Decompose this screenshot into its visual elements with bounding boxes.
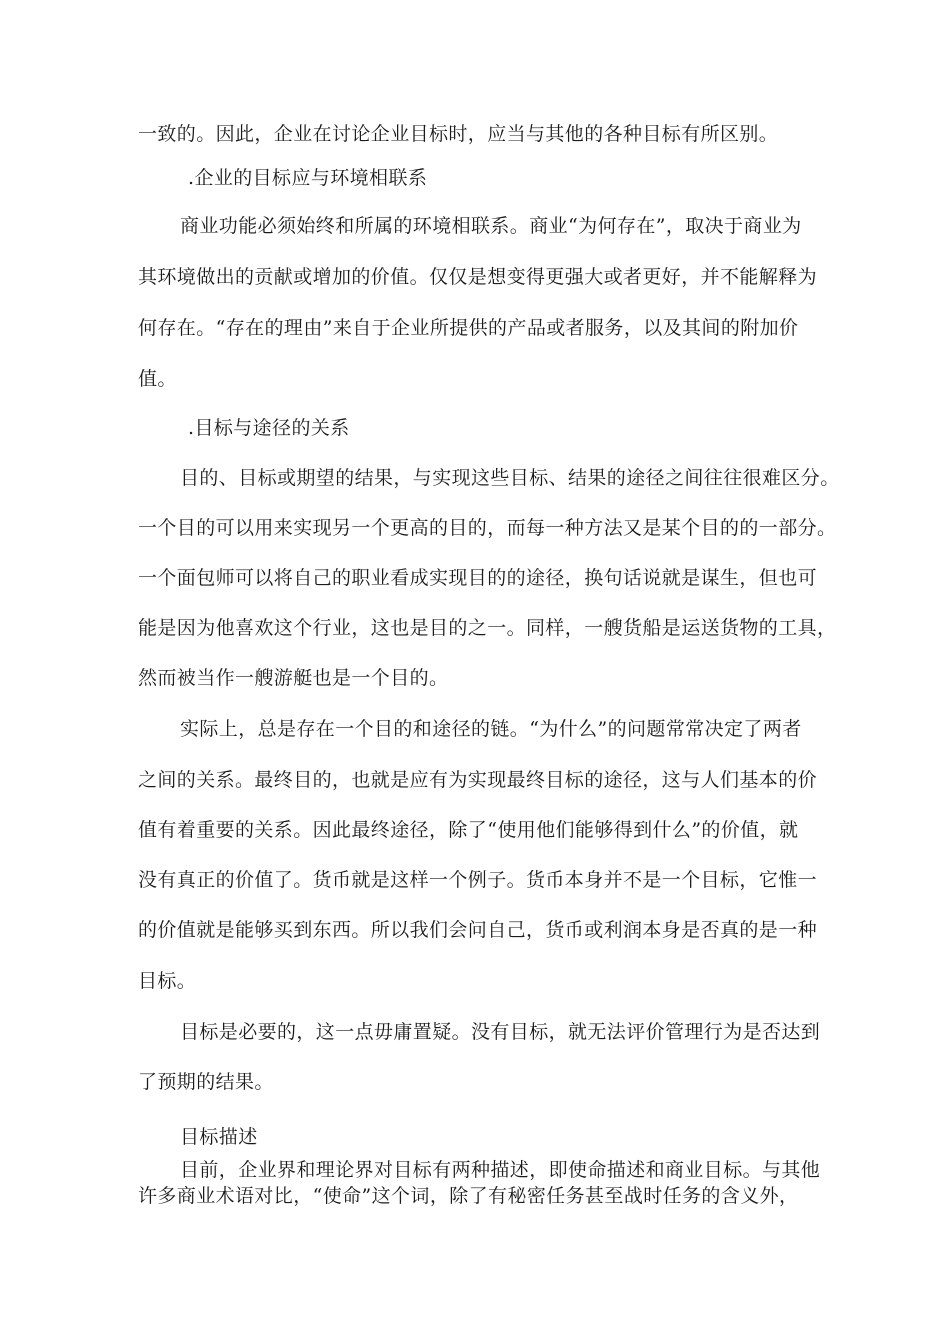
paragraph-line: 一个面包师可以将自己的职业看成实现目的的途径，换句话说就是谋生，但也可: [138, 567, 818, 589]
section-heading: .目标与途径的关系: [188, 417, 350, 439]
paragraph-line: 了预期的结果。: [138, 1071, 274, 1093]
paragraph-line: 一致的。因此，企业在讨论企业目标时，应当与其他的各种目标有所区别。: [138, 123, 779, 145]
paragraph-line: 值有着重要的关系。因此最终途径，除了“使用他们能够得到什么”的价值，就: [138, 819, 799, 841]
paragraph-line: 目的、目标或期望的结果，与实现这些目标、结果的途径之间往往很难区分。: [180, 467, 840, 489]
paragraph-line: 许多商业术语对比，“使命”这个词，除了有秘密任务甚至战时任务的含义外，: [138, 1185, 799, 1207]
paragraph-line: 目标。: [138, 970, 197, 992]
paragraph-line: 商业功能必须始终和所属的环境相联系。商业“为何存在”，取决于商业为: [180, 215, 802, 237]
paragraph-line: 实际上，总是存在一个目的和途径的链。“为什么”的问题常常决定了两者: [180, 718, 802, 740]
paragraph-line: 其环境做出的贡献或增加的价值。仅仅是想变得更强大或者更好，并不能解释为: [138, 266, 818, 288]
section-heading: .企业的目标应与环境相联系: [188, 167, 428, 189]
paragraph-line: 目标是必要的，这一点毋庸置疑。没有目标，就无法评价管理行为是否达到: [180, 1021, 821, 1043]
paragraph-line: 之间的关系。最终目的，也就是应有为实现最终目标的途径，这与人们基本的价: [138, 769, 818, 791]
paragraph-line: 何存在。“存在的理由”来自于企业所提供的产品或者服务，以及其间的附加价: [138, 317, 799, 339]
paragraph-line: 能是因为他喜欢这个行业，这也是目的之一。同样，一艘货船是运送货物的工具，: [138, 617, 837, 639]
paragraph-line: 目前，企业界和理论界对目标有两种描述，即使命描述和商业目标。与其他: [180, 1159, 821, 1181]
paragraph-line: 的价值就是能够买到东西。所以我们会问自己，货币或利润本身是否真的是一种: [138, 919, 818, 941]
paragraph-line: 值。: [138, 368, 177, 390]
section-heading: 目标描述: [180, 1126, 258, 1148]
paragraph-line: 没有真正的价值了。货币就是这样一个例子。货币本身并不是一个目标，它惟一: [138, 869, 818, 891]
paragraph-line: 一个目的可以用来实现另一个更高的目的，而每一种方法又是某个目的的一部分。: [138, 517, 837, 539]
paragraph-line: 然而被当作一艘游艇也是一个目的。: [138, 667, 449, 689]
